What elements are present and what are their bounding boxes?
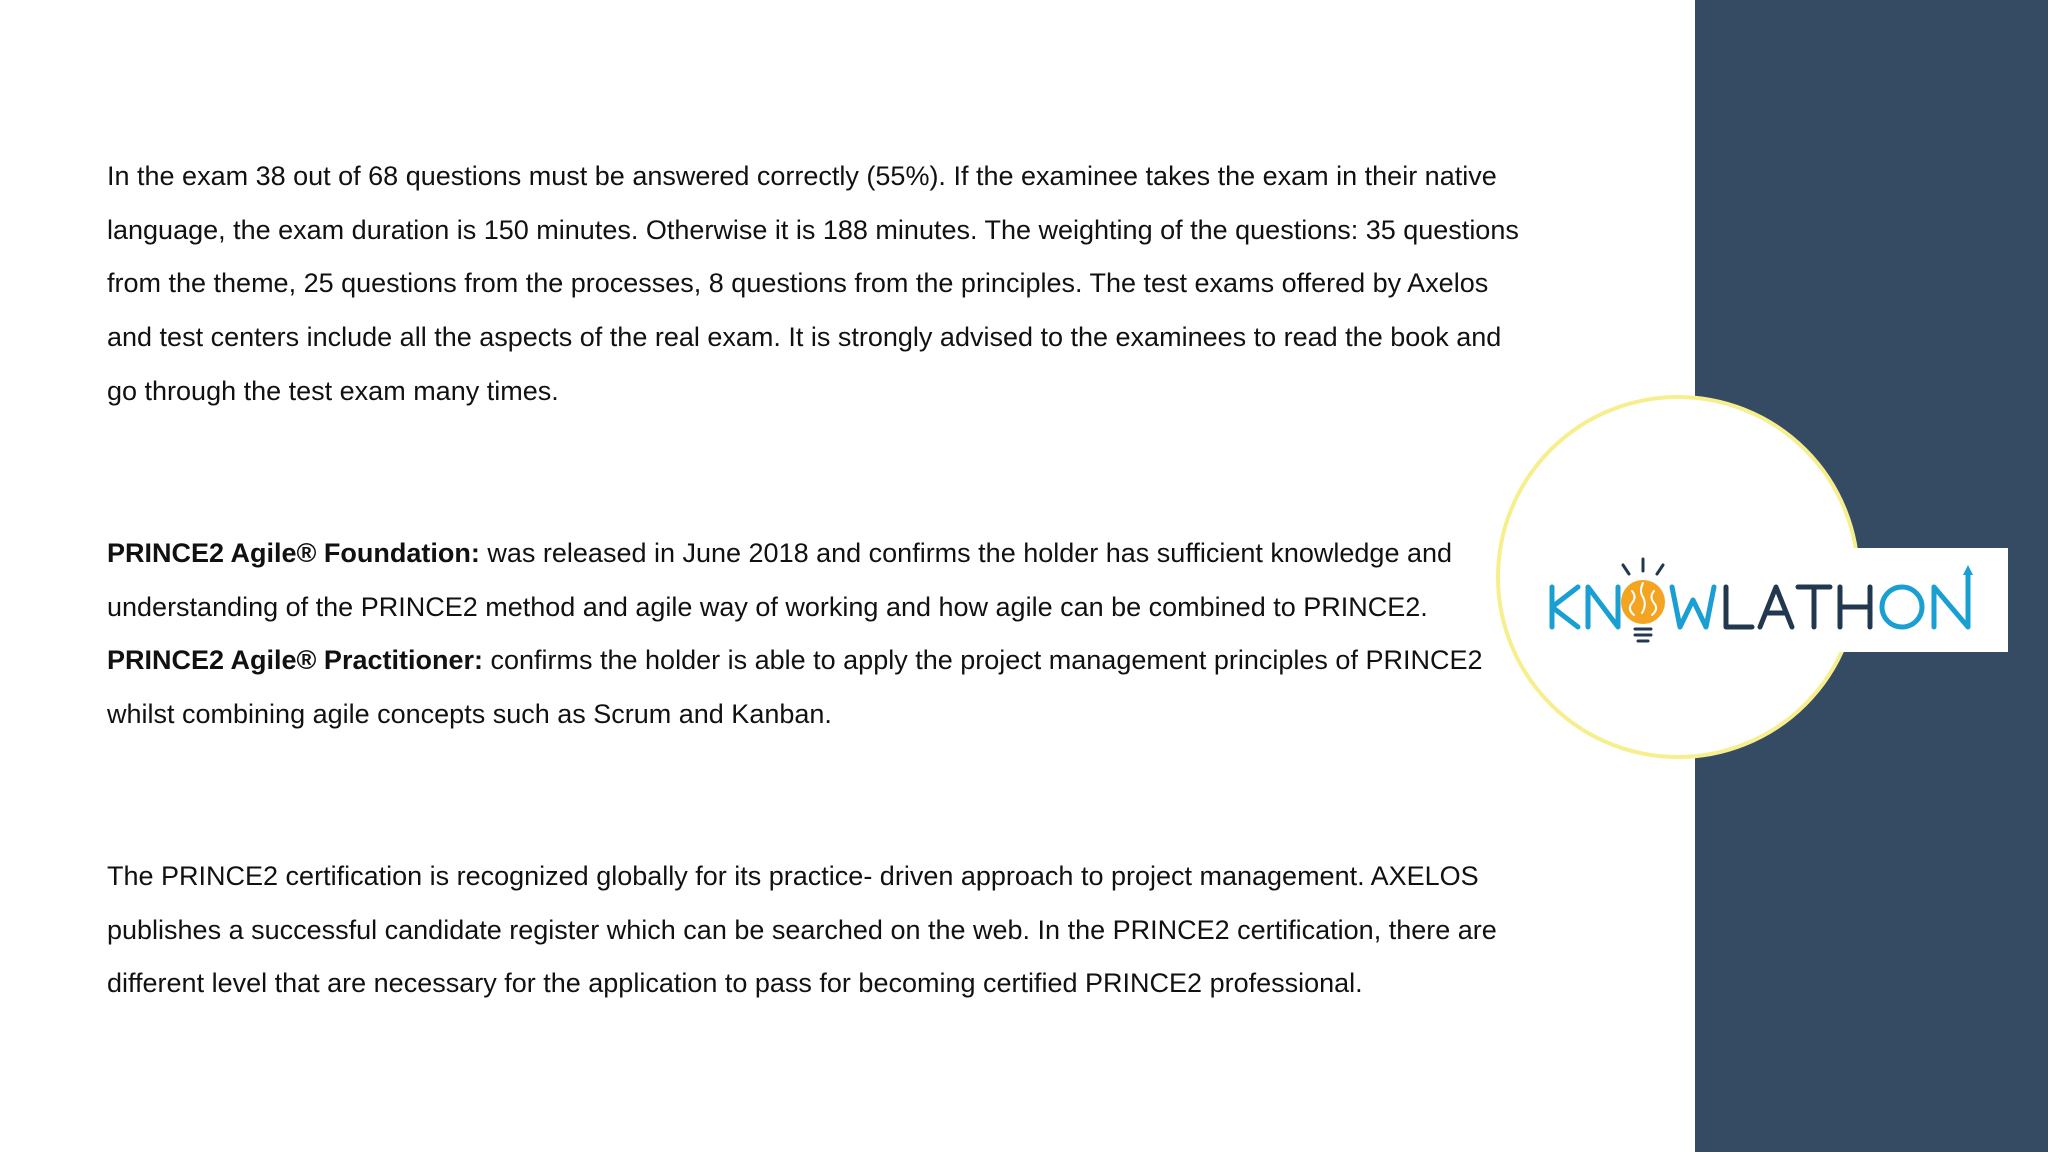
paragraph-certification-recognition: The PRINCE2 certification is recognized globally for its practice- driven approach to project management. AXELOS publishes a successful candidate register which can be searched on the web. In the PRINCE2 certification, there are different level that are necessary for the application to pass for becoming certified PRINCE2 professional. xyxy=(107,861,1497,999)
paragraph-prince2-agile xyxy=(107,527,1527,742)
agile-foundation-heading: PRINCE2 Agile® Foundation: xyxy=(107,538,480,568)
agile-foundation-text: was released in June 2018 and confirms the holder has sufficient knowledge and understanding of the PRINCE2 method and agile way of working and how agile can be combined to PRINCE2. xyxy=(107,538,1453,622)
agile-practitioner-text: confirms the holder is able to apply the project management principles of PRINCE2 whilst combining agile concepts such as Scrum and Kanban. xyxy=(107,645,1483,730)
lightbulb-brain-icon xyxy=(1621,580,1665,641)
paragraph-exam-details: In the exam 38 out of 68 questions must be answered correctly (55%). If the examinee takes the exam in their native language, the exam duration is 150 minutes. Otherwise it is 188 minutes. The weighting of the questions: 35 questions from the theme, 25 questions from the processes, 8 questions from the principles. The test exams offered by Axelos and test centers include all the aspects of the real exam. It is strongly advised to the examinees to read the book and go through the test exam many times. xyxy=(107,161,1519,406)
agile-practitioner-heading: PRINCE2 Agile® Practitioner: xyxy=(107,645,483,676)
knowlathon-logo xyxy=(1540,545,2010,655)
